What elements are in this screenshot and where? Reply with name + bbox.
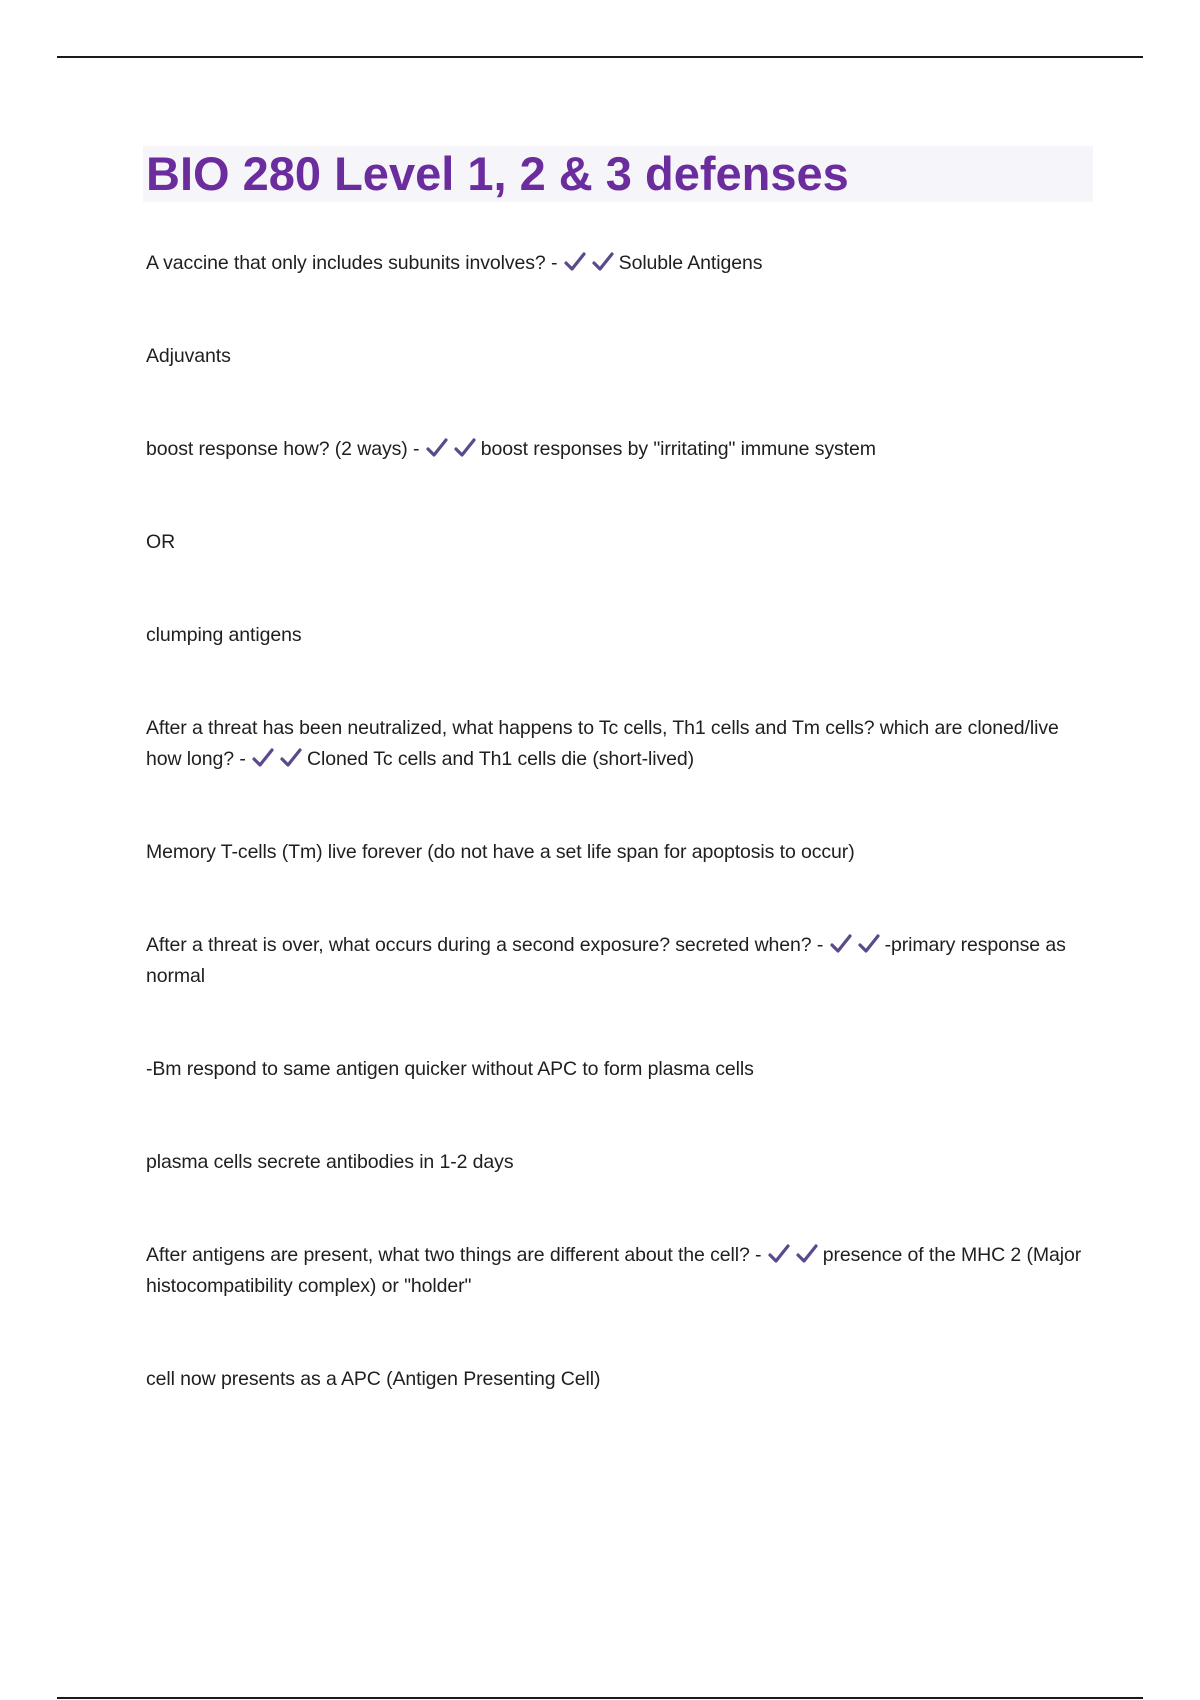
question-text: After a threat has been neutralized, what happens to Tc cells, Th1 cells and Tm cells? which are cloned/live how long? -	[146, 717, 1059, 770]
check-icon	[795, 1243, 819, 1265]
document-title: BIO 280 Level 1, 2 & 3 defenses	[146, 147, 849, 200]
check-icon	[591, 251, 615, 273]
qa-item-5	[146, 1240, 1096, 1302]
answer-line-bm: -Bm respond to same antigen quicker without APC to form plasma cells	[146, 1058, 754, 1080]
answer-line-or: OR	[146, 531, 176, 553]
check-icon	[563, 251, 587, 273]
question-text: After antigens are present, what two things are different about the cell? -	[146, 1244, 762, 1266]
check-icon	[767, 1243, 791, 1265]
answer-line-plasma: plasma cells secrete antibodies in 1-2 days	[146, 1151, 514, 1173]
check-icon	[857, 933, 881, 955]
bottom-rule	[57, 1697, 1143, 1699]
qa-item-3	[146, 713, 1096, 775]
document-body	[146, 248, 1096, 1395]
qa-item-2	[146, 434, 1096, 465]
check-icon	[829, 933, 853, 955]
answer-text: -primary response as normal	[146, 934, 1066, 987]
question-text: After a threat is over, what occurs during a second exposure? secreted when? -	[146, 934, 824, 956]
check-icon	[425, 437, 449, 459]
qa-item-1	[146, 248, 1096, 279]
answer-text: boost responses by "irritating" immune system	[480, 438, 876, 460]
answer-text: Soluble Antigens	[618, 252, 763, 274]
answer-line-memory-t-cells: Memory T-cells (Tm) live forever (do not have a set life span for apoptosis to occur)	[146, 841, 855, 863]
answer-line-clumping: clumping antigens	[146, 624, 302, 646]
term-adjuvants: Adjuvants	[146, 345, 231, 367]
answer-line-apc: cell now presents as a APC (Antigen Presenting Cell)	[146, 1368, 601, 1390]
check-icon	[279, 747, 303, 769]
check-icon	[251, 747, 275, 769]
answer-text: Cloned Tc cells and Th1 cells die (short-lived)	[307, 748, 694, 770]
top-rule	[57, 56, 1143, 58]
check-icon	[453, 437, 477, 459]
question-text: boost response how? (2 ways) -	[146, 438, 420, 460]
answer-text: presence of the MHC 2 (Major histocompatibility complex) or "holder"	[146, 1244, 1082, 1297]
question-text: A vaccine that only includes subunits involves? -	[146, 252, 558, 274]
qa-item-4	[146, 930, 1096, 992]
